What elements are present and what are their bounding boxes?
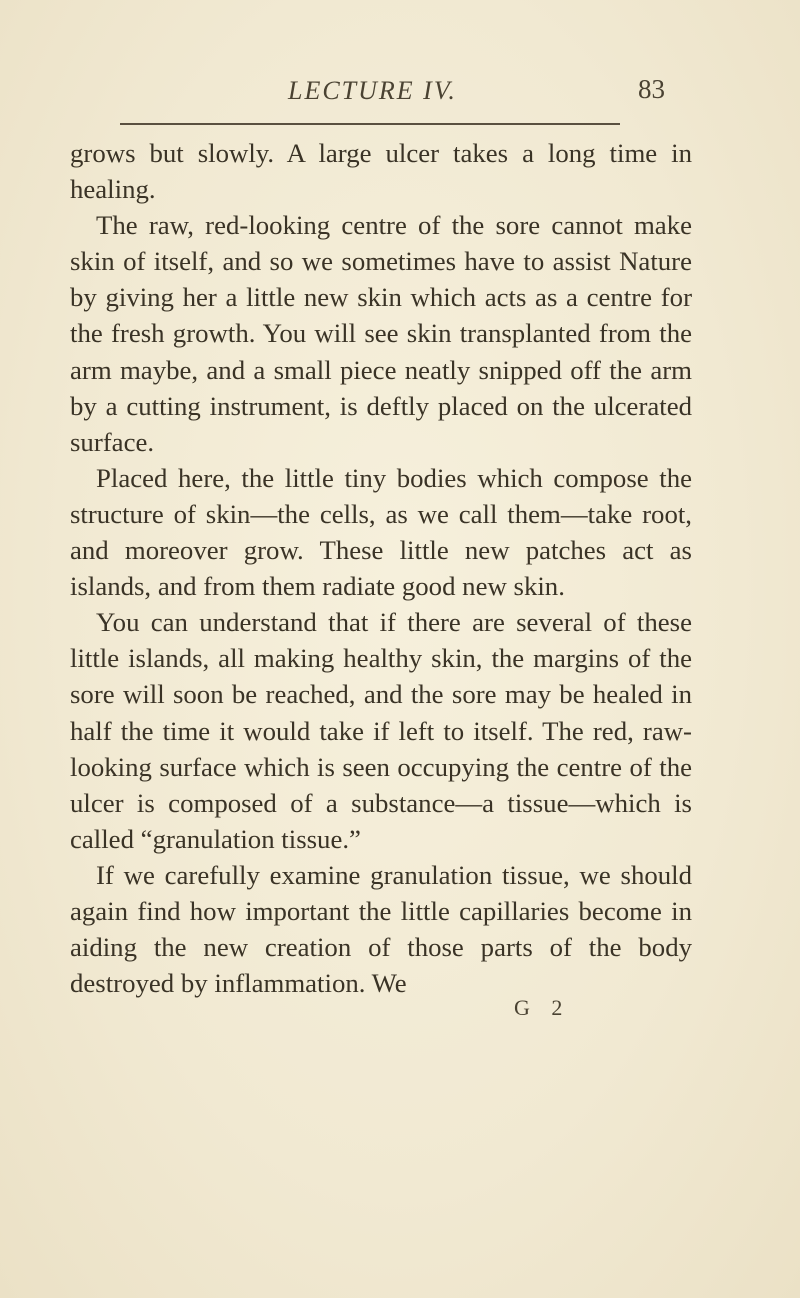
body-text (70, 135, 692, 1001)
page-number: 83 (638, 74, 665, 104)
running-head (70, 76, 670, 116)
paragraph-4: You can understand that if there are several of these little islands, all making healthy skin, the margins of the sore will soon be reached, and the sore may be healed in half the time it would take if left to itself. The red, raw-looking surface which is seen occupying the centre of the ulcer is composed of a substance—a tissue—which is called “granulation tissue.” (70, 607, 692, 854)
header-rule (120, 123, 620, 125)
paragraph-3: Placed here, the little tiny bodies which compose the structure of skin—the cells, as we call them—take root, and moreover grow. These little new patches act as islands, and from them radiate good new skin. (70, 462, 692, 602)
paragraph-5: If we carefully examine granulation tissue, we should again find how important the little capillaries become in aiding the new creation of those parts of the body destroyed by inflammation. We (70, 859, 692, 999)
paragraph-2: The raw, red-looking centre of the sore cannot make skin of itself, and so we sometimes have to assist Nature by giving her a little new skin which acts as a centre for the fresh growth. You will see skin transplanted from the arm maybe, and a small piece neatly snipped off the arm by a cutting instrument, is deftly placed on the ulcerated surface. (70, 210, 692, 457)
signature-mark: G 2 (514, 995, 571, 1020)
paragraph-1: grows but slowly. A large ulcer takes a long time in healing. (70, 138, 692, 205)
chapter-title: LECTURE IV. (288, 76, 457, 105)
